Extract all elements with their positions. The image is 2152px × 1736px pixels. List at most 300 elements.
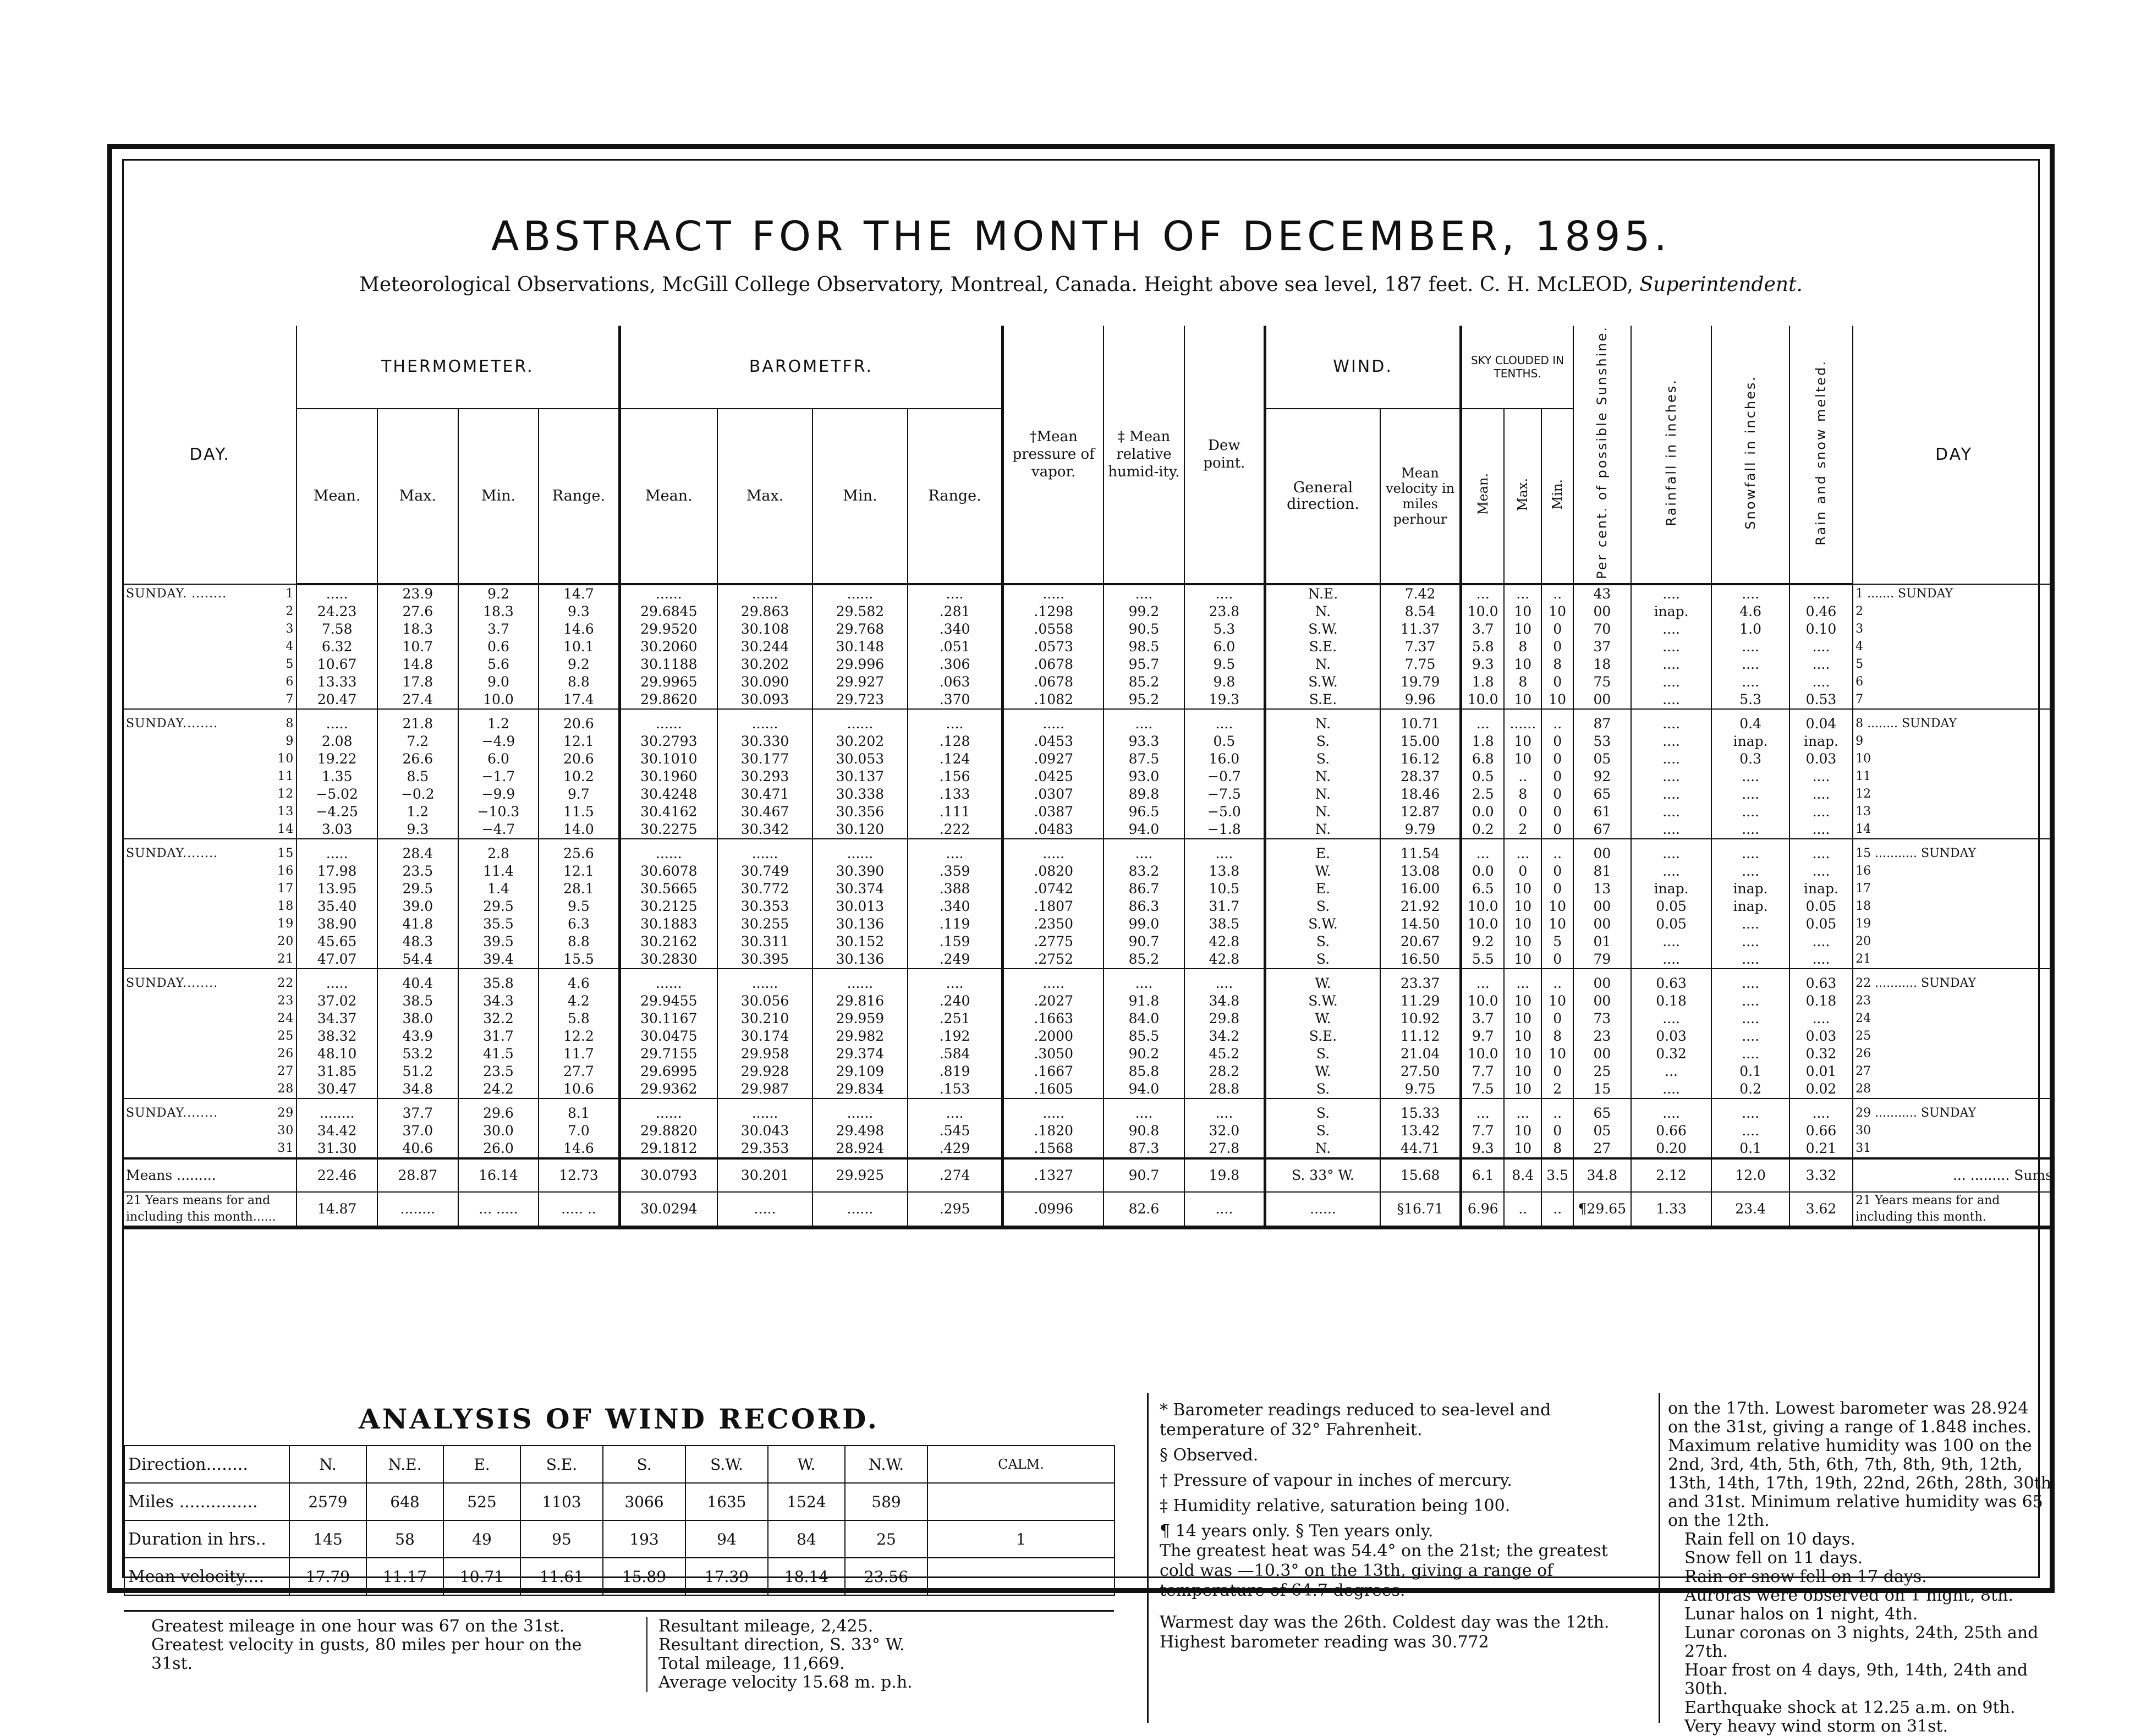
row-day-number-right: 22 xyxy=(1855,976,1871,991)
cell-t-range: 9.3 xyxy=(539,603,619,620)
header-wind: WIND. xyxy=(1265,326,1461,409)
row-day-number-right: 5 xyxy=(1855,657,1864,672)
wind-record-title: ANALYSIS OF WIND RECORD. xyxy=(359,1403,879,1435)
cell-rain: .... xyxy=(1631,638,1712,656)
row-day-number-right: 16 xyxy=(1855,864,1871,878)
separator-cell xyxy=(297,969,377,975)
table-row xyxy=(124,845,2055,862)
week-separator xyxy=(124,709,2055,715)
cell-t-range: 14.7 xyxy=(539,584,619,603)
row-day-label-right xyxy=(1853,1045,2055,1063)
table-row xyxy=(124,975,2055,992)
row-day-number-right: 17 xyxy=(1855,882,1871,896)
separator-cell xyxy=(1631,839,1712,845)
separator-cell xyxy=(1003,1098,1104,1105)
cell-dew: −5.0 xyxy=(1184,803,1265,821)
wind-dir-cell: N. xyxy=(289,1446,366,1483)
cell-melt: .... xyxy=(1789,951,1853,969)
cell-sun: 87 xyxy=(1573,715,1631,733)
cell-b-mean: 29.9965 xyxy=(619,673,717,691)
row-day-name: SUNDAY........ xyxy=(126,847,218,861)
cell-melt: .... xyxy=(1789,673,1853,691)
cell-t-mean: 17.98 xyxy=(297,862,377,880)
separator-cell xyxy=(1853,709,2055,715)
cell-hum: 90.5 xyxy=(1104,620,1184,638)
wind-note: Resultant mileage, 2,425. xyxy=(658,1617,874,1636)
row-day-label xyxy=(124,768,297,785)
cell-b-max: ...... xyxy=(717,584,813,603)
cell-t-range: 9.2 xyxy=(539,656,619,673)
cell-snow: 5.3 xyxy=(1711,691,1789,709)
cell-t-range: 5.8 xyxy=(539,1010,619,1028)
separator-cell xyxy=(1853,839,2055,845)
cell-snow: 0.3 xyxy=(1711,750,1789,768)
cell-s-max: ... xyxy=(1504,975,1541,992)
wind-miles-cell: 1524 xyxy=(768,1483,845,1520)
cell-t-max: 1.2 xyxy=(377,803,458,821)
footnote: Rain or snow fell on 17 days. xyxy=(1684,1567,1927,1586)
cell-snow: .... xyxy=(1711,768,1789,785)
cell-b-range: .359 xyxy=(908,862,1003,880)
cell-s-min: 0 xyxy=(1541,1122,1573,1140)
row-day-name-right: ........... SUNDAY xyxy=(1875,976,1977,991)
cell-t-mean: 35.40 xyxy=(297,898,377,915)
row-day-number-right: 19 xyxy=(1855,917,1871,931)
cell-b-mean: 29.6995 xyxy=(619,1063,717,1080)
cell-s-mean: 5.5 xyxy=(1461,951,1505,969)
cell-t-min: −4.9 xyxy=(458,733,539,750)
cell-vapor: .1667 xyxy=(1003,1063,1104,1080)
cell-rain: 0.20 xyxy=(1631,1140,1712,1158)
cell-t-mean: ..... xyxy=(297,975,377,992)
table-row xyxy=(124,1122,2055,1140)
cell-t-max: 40.4 xyxy=(377,975,458,992)
separator-cell xyxy=(539,1098,619,1105)
cell-vel: 14.50 xyxy=(1380,915,1461,933)
cell-dir: E. xyxy=(1265,845,1380,862)
separator-cell xyxy=(1504,1098,1541,1105)
header-b-mean: Mean. xyxy=(619,409,717,584)
separator-cell xyxy=(1789,709,1853,715)
row-day-number-right: 30 xyxy=(1855,1124,1871,1138)
separator-cell xyxy=(124,709,297,715)
cell-rain: .... xyxy=(1631,656,1712,673)
cell-melt: .... xyxy=(1789,638,1853,656)
cell-dir: N.E. xyxy=(1265,584,1380,603)
cell-s-max: 10 xyxy=(1504,1063,1541,1080)
cell-b-max: 30.174 xyxy=(717,1028,813,1045)
cell-b-max: 30.311 xyxy=(717,933,813,951)
cell-hum: 86.7 xyxy=(1104,880,1184,898)
cell-dir: S.E. xyxy=(1265,638,1380,656)
cell-b-range: .222 xyxy=(908,821,1003,839)
cell-sun: 43 xyxy=(1573,584,1631,603)
cell-s-mean: 2.5 xyxy=(1461,785,1505,803)
cell-vel: 28.37 xyxy=(1380,768,1461,785)
cell-dew: −7.5 xyxy=(1184,785,1265,803)
separator-cell xyxy=(1711,1098,1789,1105)
header-t-min: Min. xyxy=(458,409,539,584)
cell-t-range: 20.6 xyxy=(539,750,619,768)
row-day-label xyxy=(124,1063,297,1080)
cell-hum: 99.2 xyxy=(1104,603,1184,620)
cell-s-min: 0 xyxy=(1541,733,1573,750)
cell-melt: .... xyxy=(1789,584,1853,603)
wind-note: Greatest mileage in one hour was 67 on the 31st. xyxy=(151,1617,565,1636)
cell-s-min: 10 xyxy=(1541,915,1573,933)
cell-t-max: 51.2 xyxy=(377,1063,458,1080)
cell-t-mean: 3.03 xyxy=(297,821,377,839)
cell-b-range: .340 xyxy=(908,898,1003,915)
cell-dew: 32.0 xyxy=(1184,1122,1265,1140)
row-day-label-right xyxy=(1853,862,2055,880)
table-row xyxy=(124,1063,2055,1080)
row-day-number: 7 xyxy=(286,693,294,707)
row-day-label xyxy=(124,584,297,603)
table-row xyxy=(124,1028,2055,1045)
cell-t-max: 41.8 xyxy=(377,915,458,933)
cell-dew: 19.3 xyxy=(1184,691,1265,709)
wind-velocity-cell: 15.89 xyxy=(603,1558,685,1595)
cell-t-max: 17.8 xyxy=(377,673,458,691)
cell-b-min: ...... xyxy=(813,845,908,862)
cell-vel: 9.96 xyxy=(1380,691,1461,709)
wind-duration-cell: 1 xyxy=(927,1520,1115,1558)
cell-snow: .... xyxy=(1711,1122,1789,1140)
years-t-max: ........ xyxy=(377,1192,458,1228)
lower-section xyxy=(124,1393,2055,1736)
cell-melt: .... xyxy=(1789,821,1853,839)
cell-melt: 0.05 xyxy=(1789,915,1853,933)
cell-s-mean: 10.0 xyxy=(1461,898,1505,915)
cell-vapor: .0307 xyxy=(1003,785,1104,803)
cell-snow: .... xyxy=(1711,656,1789,673)
separator-cell xyxy=(1104,839,1184,845)
cell-vel: 13.08 xyxy=(1380,862,1461,880)
row-day-label xyxy=(124,862,297,880)
row-day-label xyxy=(124,638,297,656)
row-day-label-right xyxy=(1853,880,2055,898)
cell-rain: 0.63 xyxy=(1631,975,1712,992)
cell-vapor: .0820 xyxy=(1003,862,1104,880)
cell-snow: .... xyxy=(1711,915,1789,933)
row-day-number: 16 xyxy=(277,864,294,878)
cell-sun: 05 xyxy=(1573,1122,1631,1140)
row-day-label xyxy=(124,821,297,839)
cell-b-max: 30.244 xyxy=(717,638,813,656)
cell-b-range: .128 xyxy=(908,733,1003,750)
cell-t-max: 21.8 xyxy=(377,715,458,733)
cell-b-mean: 29.6845 xyxy=(619,603,717,620)
separator-cell xyxy=(1265,969,1380,975)
cell-snow: inap. xyxy=(1711,898,1789,915)
row-day-number: 3 xyxy=(286,622,294,636)
cell-b-range: .429 xyxy=(908,1140,1003,1158)
separator-cell xyxy=(1789,969,1853,975)
cell-b-mean: 30.2793 xyxy=(619,733,717,750)
cell-vel: 7.42 xyxy=(1380,584,1461,603)
row-day-name-right: ....... SUNDAY xyxy=(1867,586,1953,601)
row-day-label xyxy=(124,915,297,933)
table-row xyxy=(124,915,2055,933)
wind-note: Average velocity 15.68 m. p.h. xyxy=(658,1673,913,1692)
row-day-number-right: 28 xyxy=(1855,1082,1871,1096)
cell-b-min: 30.152 xyxy=(813,933,908,951)
cell-hum: 89.8 xyxy=(1104,785,1184,803)
header-vapor: †Mean pressure of vapor. xyxy=(1003,326,1104,584)
row-day-number-right: 26 xyxy=(1855,1047,1871,1061)
cell-vapor: .0678 xyxy=(1003,673,1104,691)
cell-t-range: 10.2 xyxy=(539,768,619,785)
cell-vel: 19.79 xyxy=(1380,673,1461,691)
cell-t-min: 39.5 xyxy=(458,933,539,951)
years-vapor: .0996 xyxy=(1003,1192,1104,1228)
cell-dew: 6.0 xyxy=(1184,638,1265,656)
footnote: Hoar frost on 4 days, 9th, 14th, 24th and 30th. xyxy=(1684,1661,2028,1699)
header-snowfall-label: Snowfall in inches. xyxy=(1743,375,1759,530)
cell-b-mean: 30.2830 xyxy=(619,951,717,969)
cell-dew: 27.8 xyxy=(1184,1140,1265,1158)
row-day-number: 31 xyxy=(277,1141,294,1156)
cell-s-max: 10 xyxy=(1504,1140,1541,1158)
wind-velocity-cell: 18.14 xyxy=(768,1558,845,1595)
separator-cell xyxy=(1573,1098,1631,1105)
cell-snow: 1.0 xyxy=(1711,620,1789,638)
cell-t-min: 18.3 xyxy=(458,603,539,620)
row-day-number: 12 xyxy=(277,787,294,801)
cell-snow: .... xyxy=(1711,933,1789,951)
means-t-range: 12.73 xyxy=(539,1158,619,1192)
cell-b-range: .819 xyxy=(908,1063,1003,1080)
cell-dir: N. xyxy=(1265,715,1380,733)
cell-b-max: 29.987 xyxy=(717,1080,813,1098)
cell-b-range: .251 xyxy=(908,1010,1003,1028)
separator-cell xyxy=(1380,839,1461,845)
cell-dir: S.W. xyxy=(1265,620,1380,638)
cell-s-mean: 7.7 xyxy=(1461,1122,1505,1140)
cell-dir: W. xyxy=(1265,975,1380,992)
separator-cell xyxy=(458,1098,539,1105)
cell-melt: .... xyxy=(1789,845,1853,862)
table-row xyxy=(124,898,2055,915)
table-row xyxy=(124,715,2055,733)
row-day-label-right xyxy=(1853,733,2055,750)
separator-cell xyxy=(539,969,619,975)
cell-s-max: 10 xyxy=(1504,880,1541,898)
cell-rain: .... xyxy=(1631,862,1712,880)
cell-s-min: 5 xyxy=(1541,933,1573,951)
cell-snow: .... xyxy=(1711,862,1789,880)
cell-melt: .... xyxy=(1789,1105,1853,1122)
header-sky-mean xyxy=(1461,409,1505,584)
row-day-number: 4 xyxy=(286,640,294,654)
row-day-name: SUNDAY........ xyxy=(126,976,218,991)
separator-cell xyxy=(1380,1098,1461,1105)
cell-sun: 65 xyxy=(1573,785,1631,803)
cell-sun: 13 xyxy=(1573,880,1631,898)
cell-t-min: 30.0 xyxy=(458,1122,539,1140)
separator-cell xyxy=(1631,709,1712,715)
cell-t-max: 53.2 xyxy=(377,1045,458,1063)
cell-t-range: 8.8 xyxy=(539,933,619,951)
cell-snow: .... xyxy=(1711,975,1789,992)
cell-s-max: 10 xyxy=(1504,1045,1541,1063)
cell-dew: 23.8 xyxy=(1184,603,1265,620)
separator-cell xyxy=(297,839,377,845)
cell-dir: S. xyxy=(1265,1045,1380,1063)
cell-hum: 85.2 xyxy=(1104,673,1184,691)
cell-b-min: 29.959 xyxy=(813,1010,908,1028)
separator-cell xyxy=(1504,839,1541,845)
cell-t-max: 26.6 xyxy=(377,750,458,768)
footnote: ‡ Humidity relative, saturation being 100. xyxy=(1160,1496,1511,1515)
cell-sun: 61 xyxy=(1573,803,1631,821)
cell-t-mean: ........ xyxy=(297,1105,377,1122)
cell-s-max: 10 xyxy=(1504,733,1541,750)
row-day-label-right xyxy=(1853,620,2055,638)
row-day-number-right: 4 xyxy=(1855,640,1864,654)
cell-b-range: .... xyxy=(908,584,1003,603)
cell-vel: 16.50 xyxy=(1380,951,1461,969)
cell-vel: 12.87 xyxy=(1380,803,1461,821)
row-day-number: 28 xyxy=(277,1082,294,1096)
cell-hum: 83.2 xyxy=(1104,862,1184,880)
row-day-number-right: 27 xyxy=(1855,1064,1871,1079)
separator-cell xyxy=(1265,1098,1380,1105)
cell-melt: .... xyxy=(1789,933,1853,951)
cell-rain: .... xyxy=(1631,733,1712,750)
header-sky: SKY CLOUDED IN TENTHS. xyxy=(1461,326,1573,409)
row-day-number: 21 xyxy=(277,952,294,966)
wind-record-table xyxy=(124,1445,1115,1596)
wind-duration-row xyxy=(124,1520,1115,1558)
cell-snow: 4.6 xyxy=(1711,603,1789,620)
cell-sun: 27 xyxy=(1573,1140,1631,1158)
row-day-label xyxy=(124,691,297,709)
cell-t-range: 4.2 xyxy=(539,992,619,1010)
row-day-label-right xyxy=(1853,638,2055,656)
wind-miles-cell: 1635 xyxy=(685,1483,768,1520)
cell-t-min: 29.6 xyxy=(458,1105,539,1122)
row-day-label xyxy=(124,785,297,803)
cell-sun: 23 xyxy=(1573,1028,1631,1045)
cell-s-min: 8 xyxy=(1541,1028,1573,1045)
cell-s-max: 2 xyxy=(1504,821,1541,839)
row-day-label xyxy=(124,933,297,951)
header-humidity: ‡ Mean relative humid-ity. xyxy=(1104,326,1184,584)
cell-t-min: 9.0 xyxy=(458,673,539,691)
cell-t-mean: 20.47 xyxy=(297,691,377,709)
separator-cell xyxy=(377,709,458,715)
wind-note: Greatest velocity in gusts, 80 miles per hour on the 31st. xyxy=(151,1635,582,1673)
cell-s-max: 10 xyxy=(1504,898,1541,915)
wind-velocity-label: Mean velocity.... xyxy=(124,1558,289,1595)
row-day-number-right: 20 xyxy=(1855,935,1871,949)
means-t-mean: 22.46 xyxy=(297,1158,377,1192)
cell-b-range: .051 xyxy=(908,638,1003,656)
row-day-label xyxy=(124,1140,297,1158)
cell-vel: 11.37 xyxy=(1380,620,1461,638)
wind-duration-cell: 84 xyxy=(768,1520,845,1558)
cell-t-min: 3.7 xyxy=(458,620,539,638)
means-rain: 2.12 xyxy=(1631,1158,1712,1192)
cell-melt: .... xyxy=(1789,862,1853,880)
cell-rain: inap. xyxy=(1631,880,1712,898)
row-day-number: 24 xyxy=(277,1012,294,1026)
cell-t-range: 25.6 xyxy=(539,845,619,862)
cell-t-max: 9.3 xyxy=(377,821,458,839)
cell-vapor: .0425 xyxy=(1003,768,1104,785)
means-b-mean: 30.0793 xyxy=(619,1158,717,1192)
cell-b-min: 30.338 xyxy=(813,785,908,803)
cell-dew: .... xyxy=(1184,975,1265,992)
cell-t-max: 7.2 xyxy=(377,733,458,750)
cell-vapor: .2350 xyxy=(1003,915,1104,933)
table-row xyxy=(124,750,2055,768)
row-day-number-right: 23 xyxy=(1855,994,1871,1008)
row-day-number: 15 xyxy=(277,847,294,861)
cell-t-max: 43.9 xyxy=(377,1028,458,1045)
row-day-number-right: 1 xyxy=(1855,586,1864,601)
separator-cell xyxy=(1461,969,1505,975)
cell-b-range: .... xyxy=(908,715,1003,733)
cell-t-min: 10.0 xyxy=(458,691,539,709)
cell-b-min: 29.723 xyxy=(813,691,908,709)
cell-vel: 16.12 xyxy=(1380,750,1461,768)
cell-b-max: 30.255 xyxy=(717,915,813,933)
separator-cell xyxy=(1003,839,1104,845)
cell-b-mean: 29.8820 xyxy=(619,1122,717,1140)
cell-dir: W. xyxy=(1265,1063,1380,1080)
wind-note: Total mileage, 11,669. xyxy=(658,1654,845,1673)
cell-melt: .... xyxy=(1789,768,1853,785)
cell-t-max: 38.5 xyxy=(377,992,458,1010)
separator-cell xyxy=(377,839,458,845)
cell-b-range: .119 xyxy=(908,915,1003,933)
row-day-label-right xyxy=(1853,1063,2055,1080)
cell-b-mean: ...... xyxy=(619,845,717,862)
cell-sun: 00 xyxy=(1573,691,1631,709)
means-s-mean: 6.1 xyxy=(1461,1158,1505,1192)
cell-s-mean: ... xyxy=(1461,584,1505,603)
cell-b-range: .340 xyxy=(908,620,1003,638)
week-separator xyxy=(124,1098,2055,1105)
week-separator xyxy=(124,969,2055,975)
wind-dir-cell: N.E. xyxy=(366,1446,443,1483)
row-day-number: 10 xyxy=(277,752,294,766)
cell-b-max: 29.958 xyxy=(717,1045,813,1063)
cell-b-mean: 29.9362 xyxy=(619,1080,717,1098)
row-day-number-right: 13 xyxy=(1855,805,1871,819)
means-b-min: 29.925 xyxy=(813,1158,908,1192)
cell-b-mean: 30.4248 xyxy=(619,785,717,803)
years-t-mean: 14.87 xyxy=(297,1192,377,1228)
row-day-number-right: 14 xyxy=(1855,822,1871,837)
cell-t-min: 1.4 xyxy=(458,880,539,898)
table-row xyxy=(124,1140,2055,1158)
page-subtitle xyxy=(124,273,2038,296)
cell-hum: 91.8 xyxy=(1104,992,1184,1010)
wind-duration-cell: 25 xyxy=(845,1520,927,1558)
cell-vapor: ..... xyxy=(1003,584,1104,603)
header-rainfall xyxy=(1631,326,1712,584)
wind-velocity-cell: 11.61 xyxy=(520,1558,603,1595)
cell-sun: 53 xyxy=(1573,733,1631,750)
footnote: ¶ 14 years only. § Ten years only. xyxy=(1160,1521,1434,1541)
cell-t-range: 14.0 xyxy=(539,821,619,839)
cell-t-mean: 45.65 xyxy=(297,933,377,951)
cell-s-max: 10 xyxy=(1504,1028,1541,1045)
